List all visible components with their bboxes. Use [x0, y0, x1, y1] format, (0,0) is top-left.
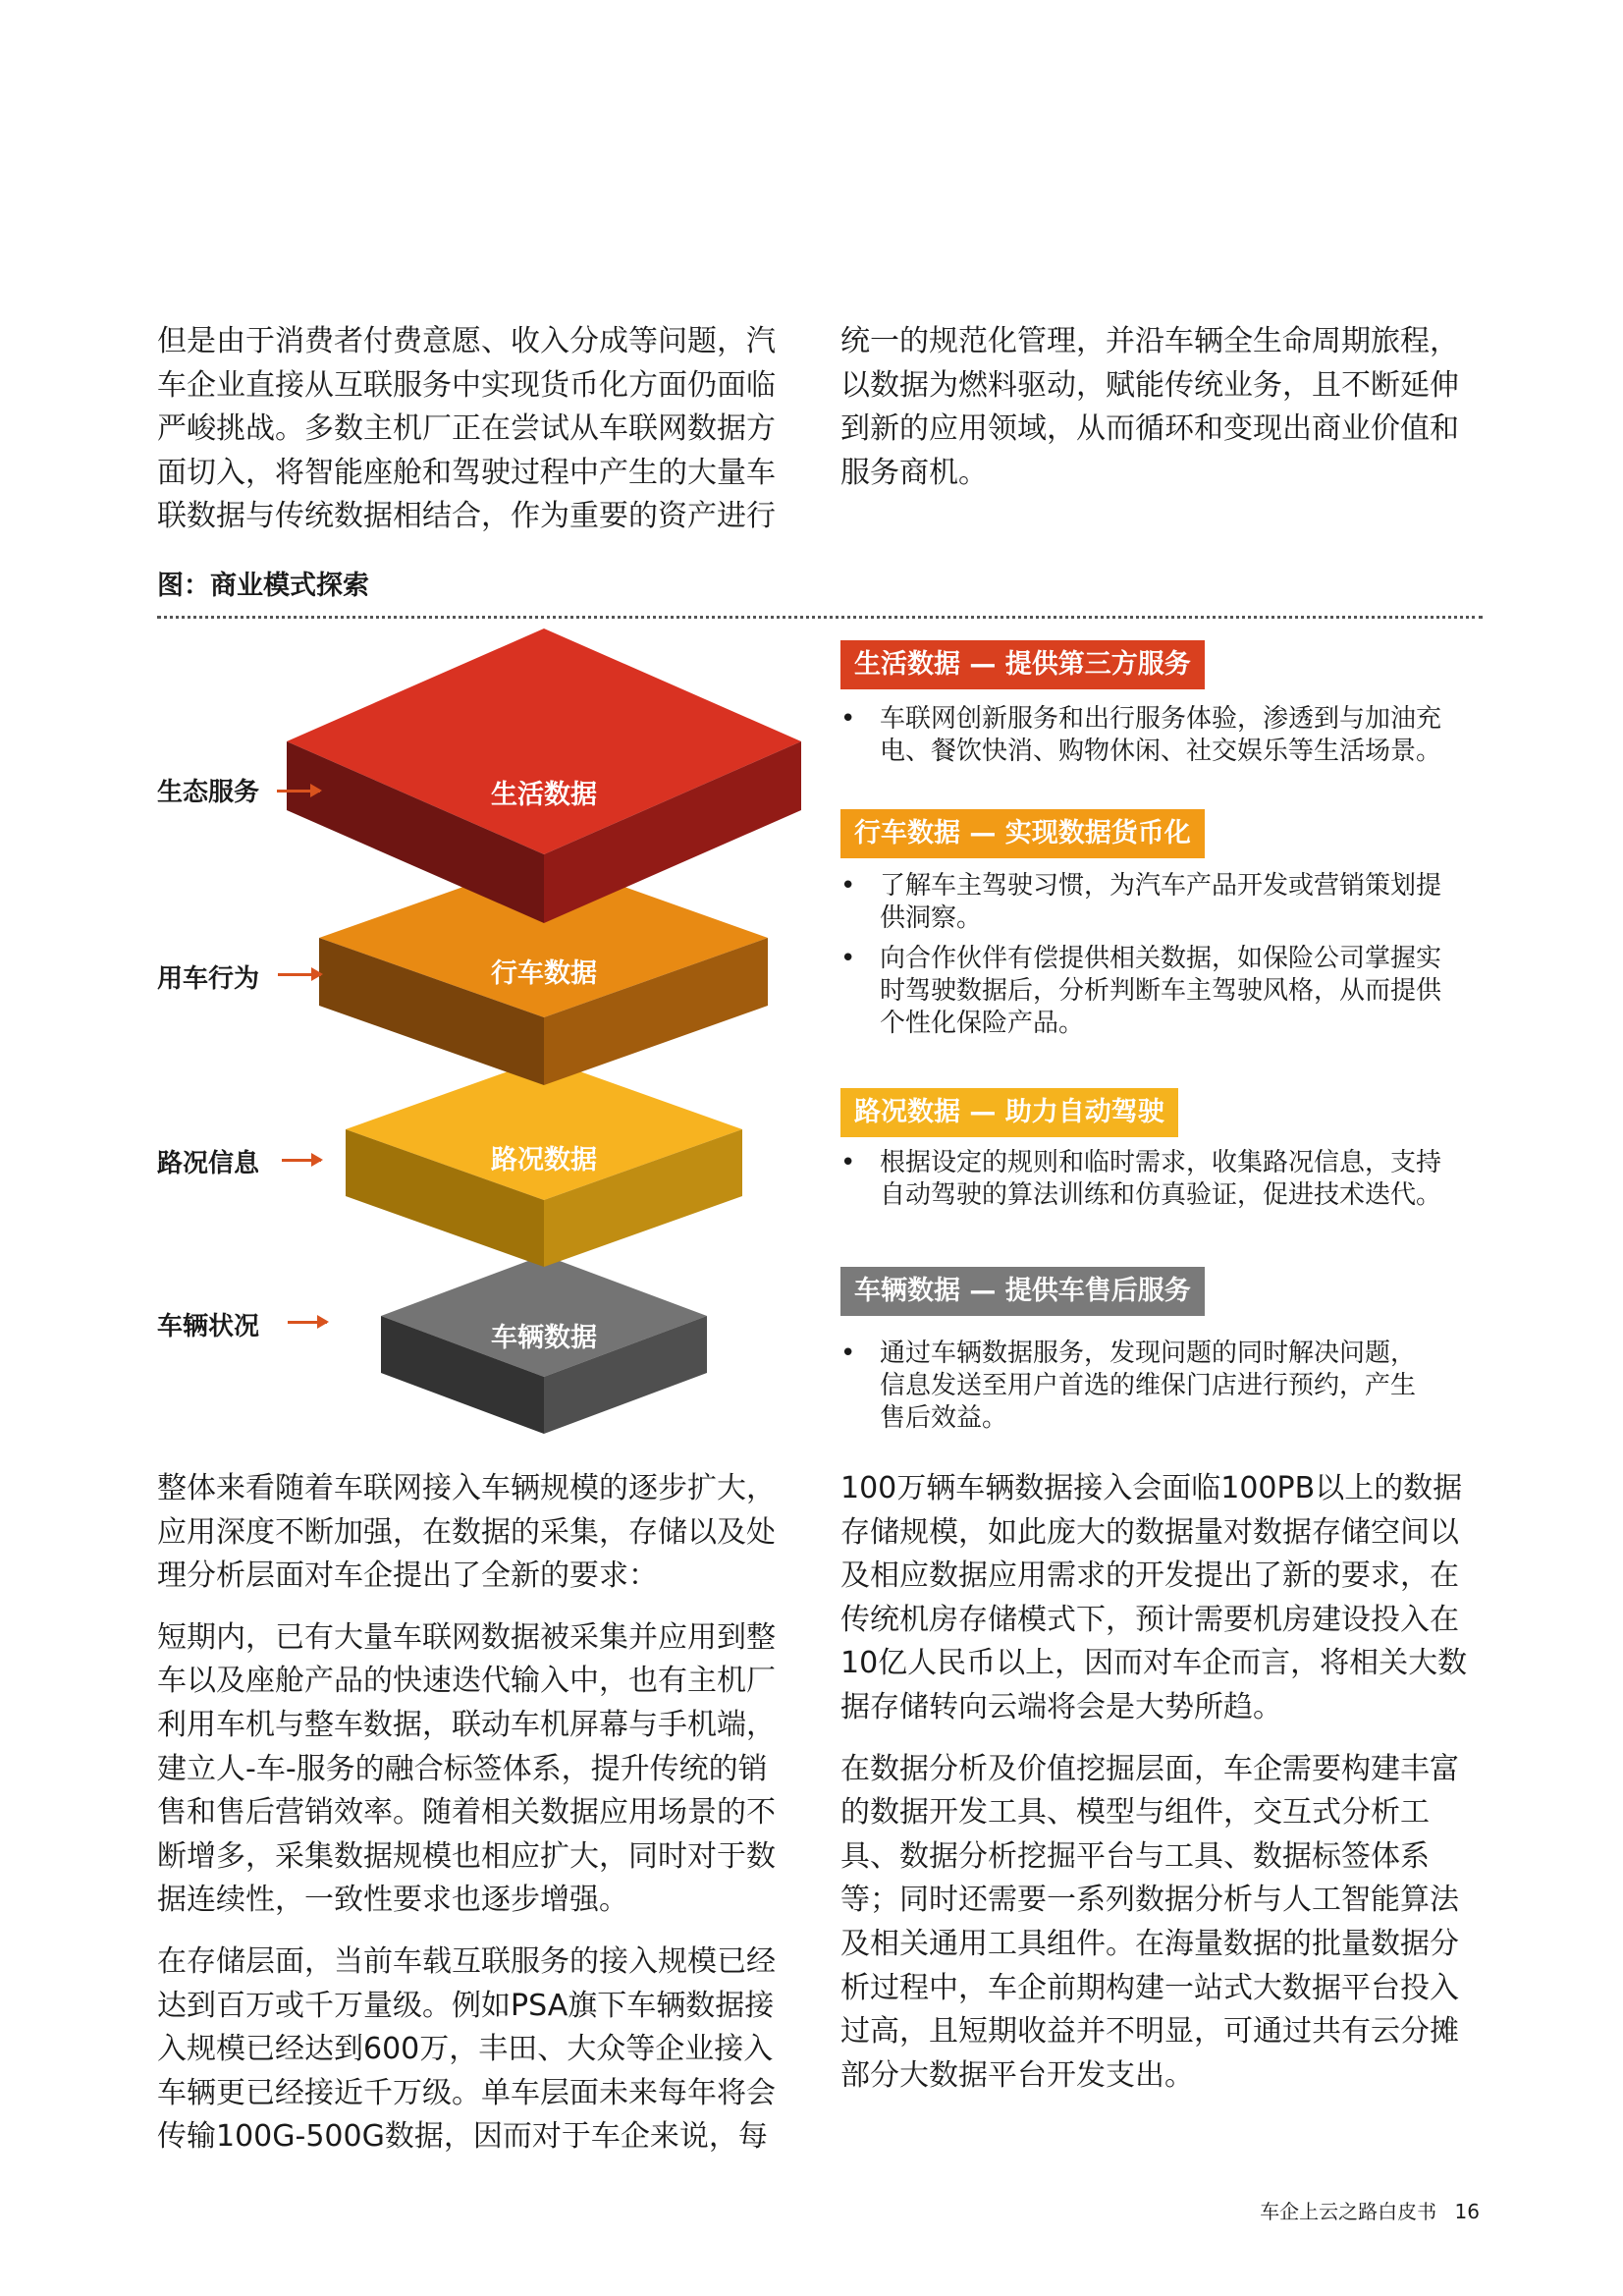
side-label-eco-service: 生态服务: [157, 778, 260, 807]
side-label-driving-behavior: 用车行为: [157, 964, 260, 994]
arrow-icon: [288, 1321, 327, 1324]
bottom-left-column: [157, 1467, 776, 2159]
paragraph: 整体来看随着车联网接入车辆规模的逐步扩大， 应用深度不断加强，在数据的采集，存储以及处 理分析层面对车企提出了全新的要求：: [157, 1471, 776, 1594]
section-bullets-vehicle-data: [840, 1338, 1416, 1435]
paragraph: 短期内，已有大量车联网数据被采集并应用到整 车以及座舱产品的快速迭代输入中，也有主机厂 利用车机与整车数据，联动车机屏幕与手机端， 建立人-车-服务的融合标签体系，提升传统的销 售和售后营销效率。随着相关数据应用场景的不 断增多，采集数据规模也相应扩大，同时对于数 据连续性，一致性要求也逐步增强。: [157, 1619, 776, 1918]
page-number: 16: [1454, 2200, 1480, 2223]
layer-label: 路况数据: [491, 1145, 597, 1175]
bullet-icon: •: [840, 871, 856, 901]
paragraph: 但是由于消费者付费意愿、收入分成等问题，汽 车企业直接从互联服务中实现货币化方面仍面临 严峻挑战。多数主机厂正在尝试从车联网数据方 面切入，将智能座舱和驾驶过程中产生的大量车 联数据与传统数据相结合，作为重要的资产进行: [157, 324, 776, 534]
section-bullets-driving-data: [840, 870, 1441, 1040]
paragraph: 在存储层面，当前车载互联服务的接入规模已经 达到百万或千万量级。例如PSA旗下车辆数据接 入规模已经达到600万，丰田、大众等企业接入 车辆更已经接近千万级。单车层面未来每年将会 传输100G-500G数据，因而对于车企来说，每: [157, 1943, 776, 2155]
section-header-driving-data: 行车数据 — 实现数据货币化: [840, 809, 1205, 858]
bottom-right-column: [840, 1467, 1467, 2098]
bullet-icon: •: [840, 944, 856, 973]
section-bullets-road-data: [840, 1147, 1441, 1212]
paragraph: 在数据分析及价值挖掘层面，车企需要构建丰富 的数据开发工具、模型与组件，交互式分析工 具、数据分析挖掘平台与工具、数据标签体系 等；同时还需要一系列数据分析与人工智能算法 及相关通用工具组件。在海量数据的批量数据分 析过程中，车企前期构建一站式大数据平台投入 过高，且短期收益并不明显，可通过共有云分摊 部分大数据平台开发支出。: [840, 1751, 1459, 2093]
footer-doc-title: 车企上云之路白皮书: [1260, 2200, 1437, 2223]
list-item: • 通过车辆数据服务，发现问题的同时解决问题， 信息发送至用户首选的维保门店进行预约，产生 售后效益。: [840, 1339, 1417, 1433]
paragraph: 100万辆车辆数据接入会面临100PB以上的数据 存储规模，如此庞大的数据量对数据存储空间以 及相应数据应用需求的开发提出了新的要求，在 传统机房存储模式下，预计需要机房建设投入在 10亿人民币以上，因而对车企而言，将相关大数 据存储转向云端将会是大势所趋。: [840, 1471, 1468, 1724]
section-header-road-data: 路况数据 — 助力自动驾驶: [840, 1088, 1178, 1137]
layer-label: 生活数据: [491, 780, 597, 810]
layer-road-data: [346, 1059, 742, 1267]
bullet-icon: •: [840, 1148, 856, 1177]
list-item: • 车联网创新服务和出行服务体验，渗透到与加油充 电、餐饮快消、购物休闲、社交娱乐等生活场景。: [840, 704, 1442, 766]
arrow-icon: [278, 973, 321, 976]
list-item: • 根据设定的规则和临时需求，收集路况信息，支持 自动驾驶的算法训练和仿真验证，促进技术迭代。: [840, 1148, 1442, 1210]
layer-label: 行车数据: [491, 958, 597, 989]
layer-vehicle-data: [381, 1255, 707, 1434]
arrow-icon: [282, 1159, 321, 1162]
side-label-road-info: 路况信息: [157, 1149, 260, 1178]
section-bullets-life-data: [840, 703, 1441, 768]
layer-life-data: [287, 629, 801, 923]
bullet-icon: •: [840, 704, 856, 734]
paragraph: 统一的规范化管理，并沿车辆全生命周期旅程， 以数据为燃料驱动，赋能传统业务，且不断延伸 到新的应用领域，从而循环和变现出商业价值和 服务商机。: [840, 324, 1459, 490]
arrow-icon: [277, 790, 320, 793]
side-label-vehicle-status: 车辆状况: [157, 1312, 260, 1341]
list-item: • 了解车主驾驶习惯，为汽车产品开发或营销策划提 供洞察。: [840, 871, 1442, 933]
section-header-life-data: 生活数据 — 提供第三方服务: [840, 640, 1205, 689]
figure-title: 图：商业模式探索: [157, 571, 369, 601]
layer-label: 车辆数据: [491, 1323, 597, 1353]
section-header-vehicle-data: 车辆数据 — 提供车售后服务: [840, 1267, 1205, 1316]
list-item: • 向合作伙伴有偿提供相关数据，如保险公司掌握实 时驾驶数据后，分析判断车主驾驶风格，从而提供 个性化保险产品。: [840, 944, 1442, 1038]
bullet-icon: •: [840, 1339, 856, 1368]
page-footer: [1260, 2196, 1480, 2224]
